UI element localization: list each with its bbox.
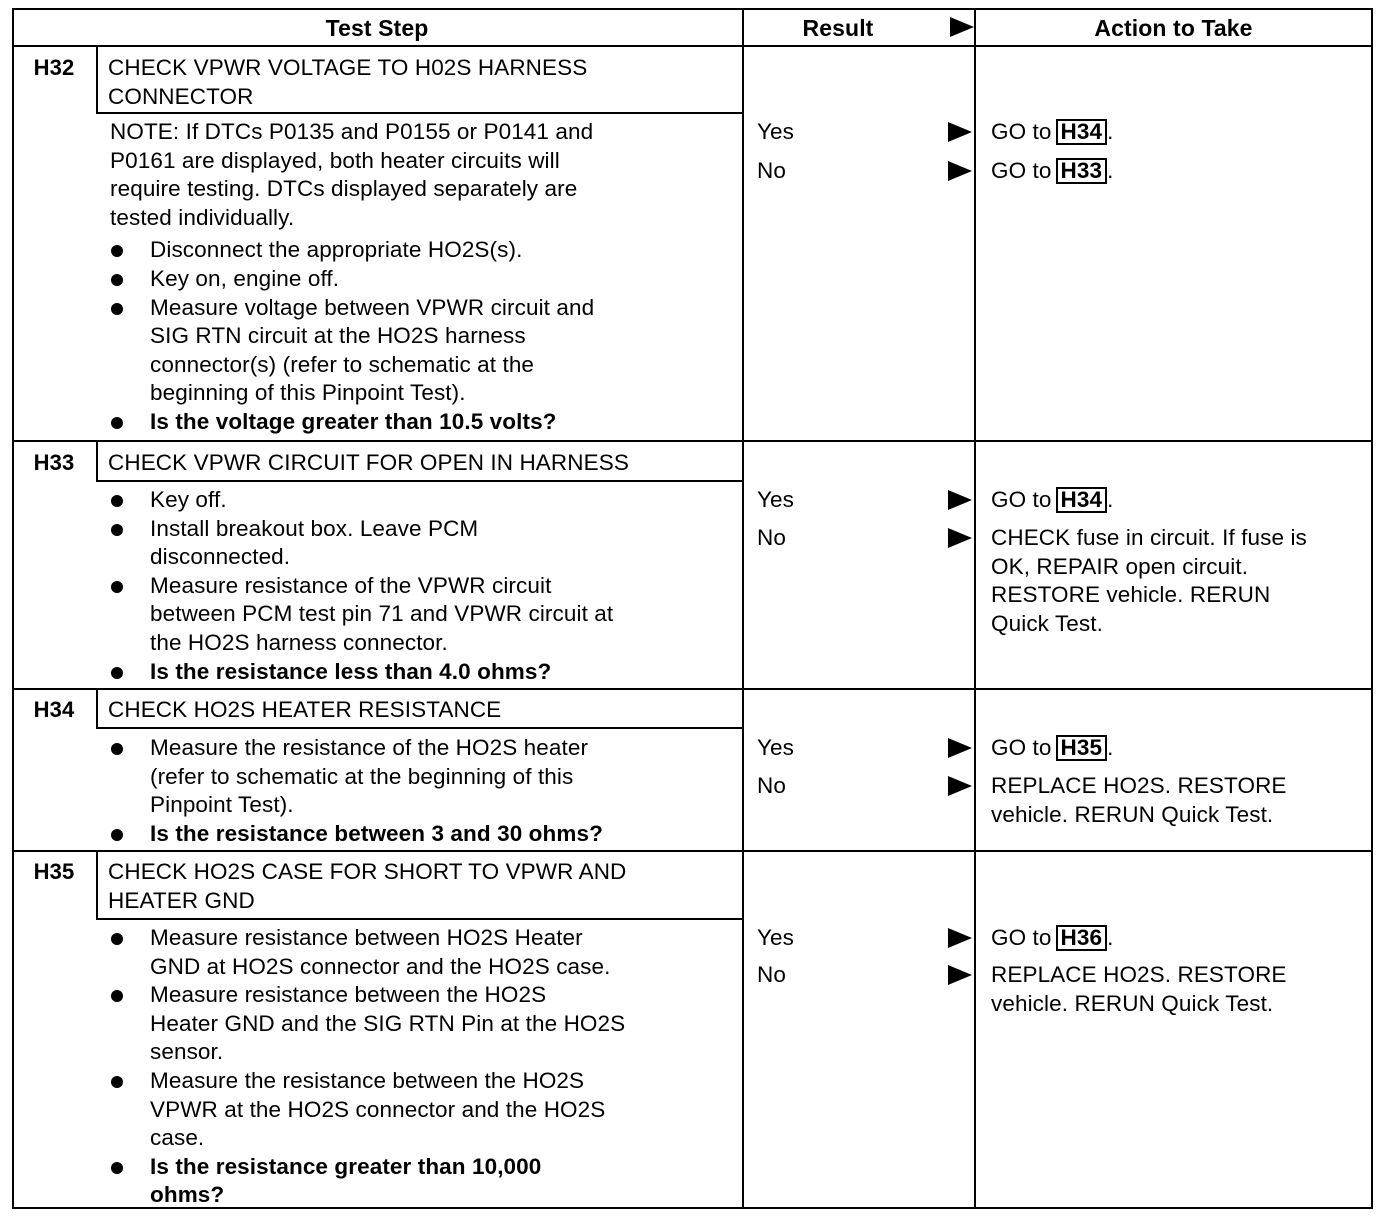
instruction-line: GND at HO2S connector and the HO2S case.	[150, 953, 611, 979]
result-arrow-icon	[948, 776, 972, 796]
bullet-icon	[111, 245, 123, 257]
bullet-icon	[111, 581, 123, 593]
step-id-h33: H33	[33, 450, 75, 475]
step-reference-h34[interactable]: H34	[1056, 487, 1108, 513]
action-line: REPLACE HO2S. RESTORE	[991, 962, 1287, 987]
grid-line	[12, 440, 1373, 442]
instruction-line: Install breakout box. Leave PCM	[150, 515, 479, 541]
instruction-line: sensor.	[150, 1039, 224, 1065]
instruction-line: Disconnect the appropriate HO2S(s).	[150, 237, 523, 263]
result-arrow-icon	[948, 122, 972, 142]
bullet-icon	[111, 829, 123, 841]
grid-line	[12, 688, 1373, 690]
bullet-icon	[111, 667, 123, 679]
header-test-step: Test Step	[325, 15, 429, 41]
grid-line	[96, 480, 742, 482]
grid-line	[96, 852, 98, 920]
step-id-h32: H32	[33, 55, 75, 80]
grid-line	[12, 45, 1373, 47]
result-arrow-icon	[948, 928, 972, 948]
note-line: require testing. DTCs displayed separately are	[110, 176, 578, 202]
step-title-line: CHECK VPWR VOLTAGE TO H02S HARNESS	[108, 55, 588, 80]
grid-line	[12, 850, 1373, 852]
bullet-icon	[111, 495, 123, 507]
result-arrow-icon	[948, 965, 972, 985]
result-no: No	[757, 158, 786, 183]
instruction-line: Pinpoint Test).	[150, 792, 294, 818]
grid-line	[1371, 8, 1373, 1209]
instruction-line: (refer to schematic at the beginning of this	[150, 763, 574, 789]
action-goto: GO to H36 .	[991, 925, 1114, 950]
step-reference-h34[interactable]: H34	[1056, 119, 1108, 145]
step-title-line: CHECK HO2S CASE FOR SHORT TO VPWR AND	[108, 859, 627, 884]
instruction-line: Measure the resistance between the HO2S	[150, 1068, 585, 1093]
note-line: NOTE: If DTCs P0135 and P0155 or P0141 and	[110, 119, 594, 144]
bullet-icon	[111, 990, 123, 1002]
step-title-line: CONNECTOR	[108, 83, 254, 109]
result-yes: Yes	[757, 119, 795, 144]
step-title-line: CHECK HO2S HEATER RESISTANCE	[108, 697, 502, 722]
note-line: P0161 are displayed, both heater circuits will	[110, 147, 560, 173]
step-reference-h33[interactable]: H33	[1056, 158, 1108, 184]
question-line: Is the resistance between 3 and 30 ohms?	[150, 820, 603, 846]
action-goto: GO to H34 .	[991, 119, 1114, 144]
step-title-line: CHECK VPWR CIRCUIT FOR OPEN IN HARNESS	[108, 450, 629, 475]
grid-line	[96, 442, 98, 482]
instruction-line: Key off.	[150, 487, 227, 512]
header-result: Result	[802, 15, 874, 41]
note-line: tested individually.	[110, 204, 295, 230]
instruction-line: Measure the resistance of the HO2S heater	[150, 735, 589, 760]
instruction-line: Measure resistance between the HO2S	[150, 982, 547, 1008]
grid-line	[742, 8, 744, 1209]
result-arrow-icon	[948, 161, 972, 181]
action-line: REPLACE HO2S. RESTORE	[991, 773, 1287, 798]
header-action: Action to Take	[1094, 15, 1253, 41]
action-line: OK, REPAIR open circuit.	[991, 553, 1249, 579]
grid-line	[12, 8, 1373, 10]
bullet-icon	[111, 417, 123, 429]
result-yes: Yes	[757, 735, 795, 760]
instruction-line: VPWR at the HO2S connector and the HO2S	[150, 1096, 606, 1122]
bullet-icon	[111, 524, 123, 536]
question-line: ohms?	[150, 1182, 225, 1208]
instruction-line: Measure voltage between VPWR circuit and	[150, 294, 595, 320]
instruction-line: between PCM test pin 71 and VPWR circuit at	[150, 601, 614, 627]
instruction-line: Measure resistance of the VPWR circuit	[150, 572, 552, 598]
instruction-line: the HO2S harness connector.	[150, 630, 448, 655]
action-line: CHECK fuse in circuit. If fuse is	[991, 525, 1307, 550]
result-arrow-icon	[948, 490, 972, 510]
step-title-line: HEATER GND	[108, 887, 255, 913]
instruction-line: Measure resistance between HO2S Heater	[150, 925, 583, 950]
header-arrow-icon	[950, 17, 974, 37]
bullet-icon	[111, 743, 123, 755]
instruction-line: Key on, engine off.	[150, 266, 340, 291]
result-arrow-icon	[948, 738, 972, 758]
step-reference-h35[interactable]: H35	[1056, 735, 1108, 761]
action-goto: GO to H33 .	[991, 158, 1114, 183]
bullet-icon	[111, 933, 123, 945]
bullet-icon	[111, 303, 123, 315]
action-line: RESTORE vehicle. RERUN	[991, 582, 1271, 608]
bullet-icon	[111, 1076, 123, 1088]
grid-line	[96, 47, 98, 114]
grid-line	[96, 727, 742, 729]
grid-line	[96, 112, 742, 114]
bullet-icon	[111, 274, 123, 286]
result-no: No	[757, 962, 786, 987]
question-line: Is the resistance less than 4.0 ohms?	[150, 658, 552, 684]
instruction-line: beginning of this Pinpoint Test).	[150, 380, 466, 406]
grid-line	[96, 690, 98, 729]
action-goto: GO to H34 .	[991, 487, 1114, 512]
instruction-line: connector(s) (refer to schematic at the	[150, 351, 535, 377]
instruction-line: Heater GND and the SIG RTN Pin at the HO2S	[150, 1010, 626, 1036]
step-id-h34: H34	[33, 697, 75, 722]
action-goto: GO to H35 .	[991, 735, 1114, 760]
action-line: vehicle. RERUN Quick Test.	[991, 990, 1274, 1016]
step-reference-h36[interactable]: H36	[1056, 925, 1108, 951]
grid-line	[974, 8, 976, 1209]
instruction-line: disconnected.	[150, 544, 291, 570]
instruction-line: case.	[150, 1125, 205, 1151]
grid-line	[96, 918, 742, 920]
result-no: No	[757, 773, 786, 798]
action-line: Quick Test.	[991, 610, 1103, 636]
result-yes: Yes	[757, 925, 795, 950]
bullet-icon	[111, 1162, 123, 1174]
question-line: Is the voltage greater than 10.5 volts?	[150, 409, 557, 434]
question-line: Is the resistance greater than 10,000	[150, 1153, 542, 1179]
grid-line	[12, 8, 14, 1209]
step-id-h35: H35	[33, 859, 75, 884]
instruction-line: SIG RTN circuit at the HO2S harness	[150, 323, 526, 349]
result-no: No	[757, 525, 786, 550]
result-yes: Yes	[757, 487, 795, 512]
result-arrow-icon	[948, 528, 972, 548]
action-line: vehicle. RERUN Quick Test.	[991, 801, 1274, 827]
